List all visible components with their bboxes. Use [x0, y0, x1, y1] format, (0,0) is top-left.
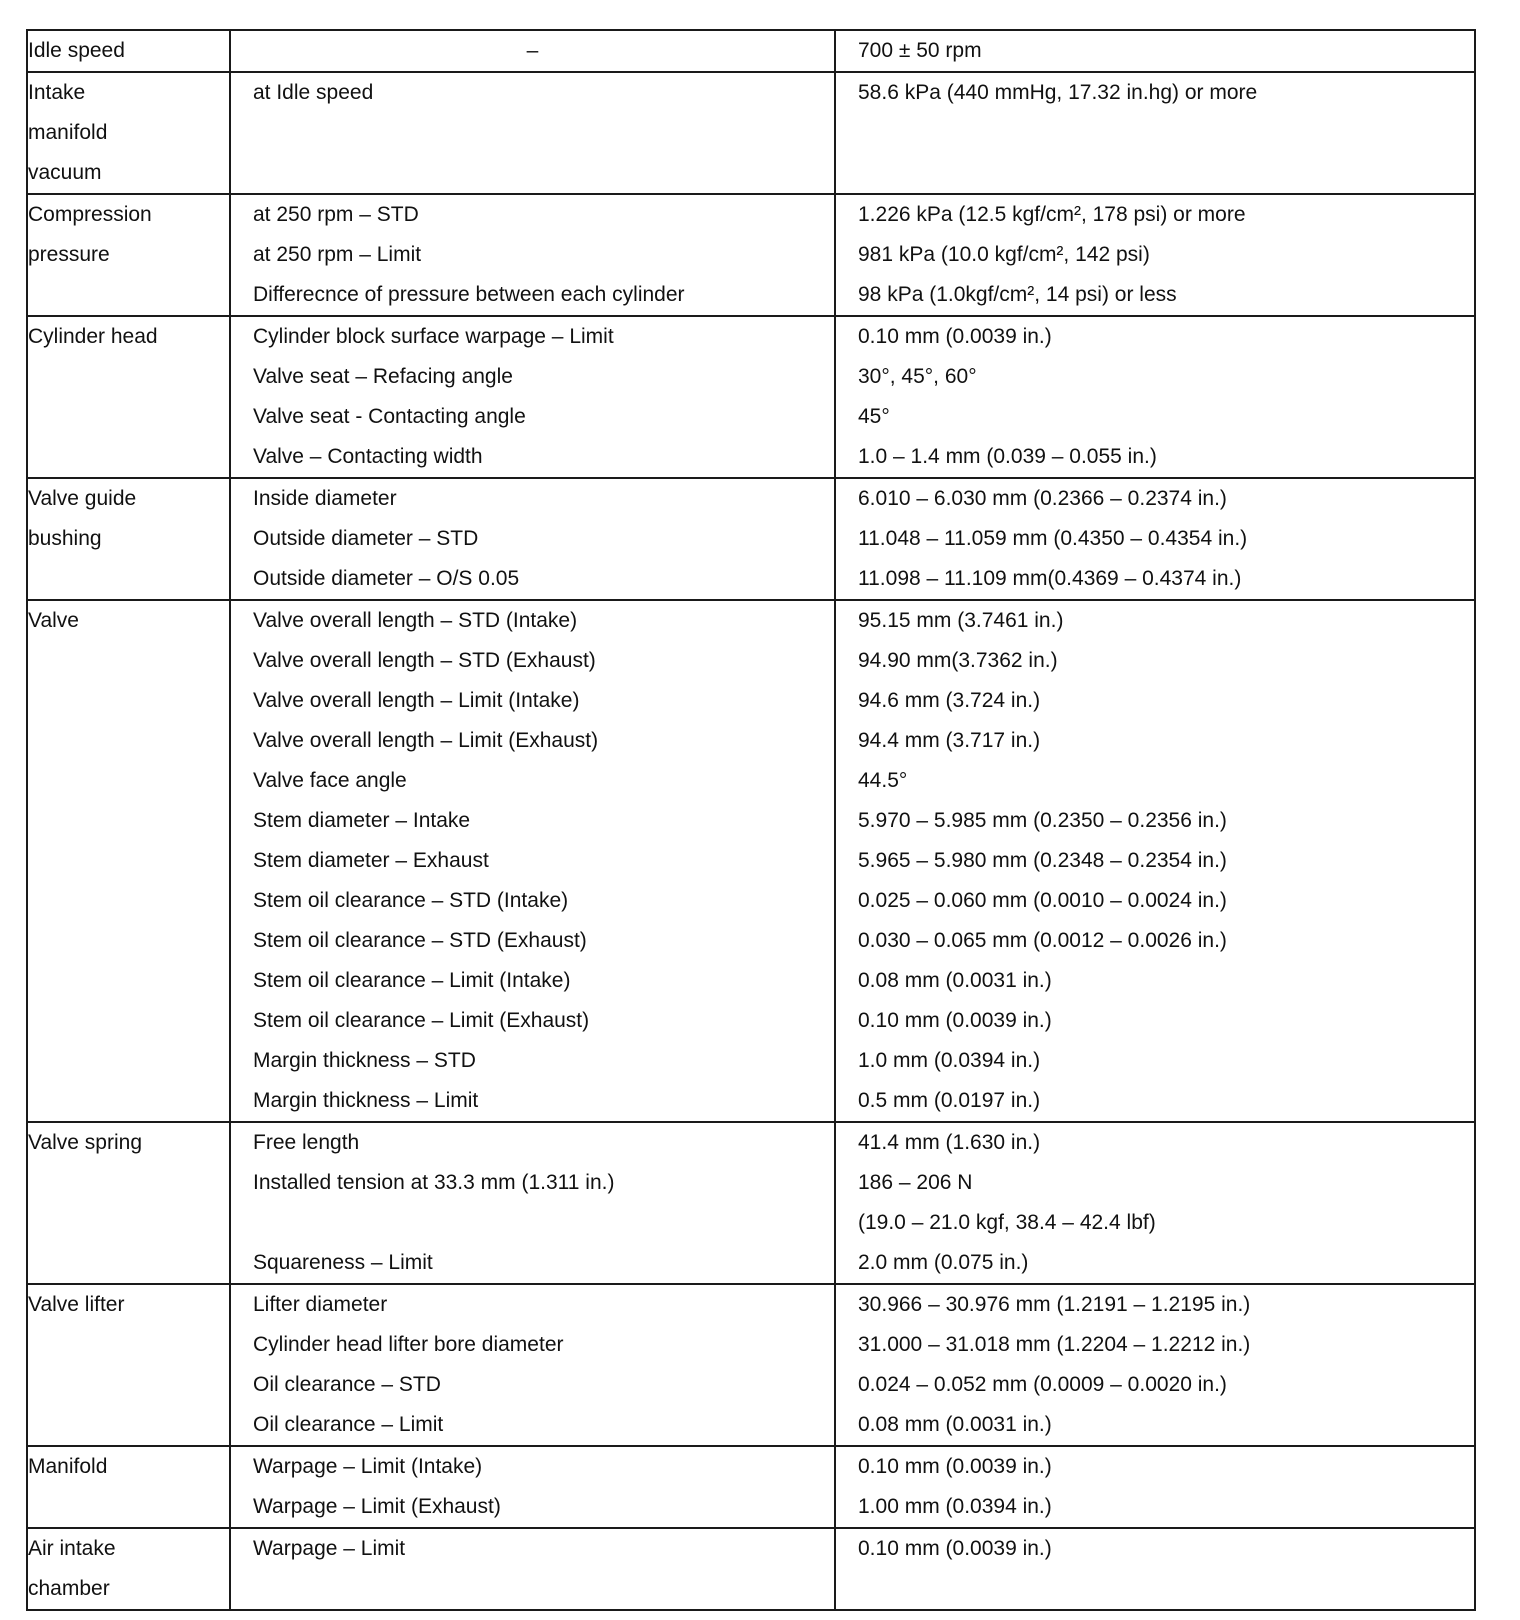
item-label: Lifter diameter	[253, 1293, 388, 1316]
category-cell	[27, 478, 230, 600]
item-label: Valve overall length – STD (Exhaust)	[253, 649, 596, 672]
item-cell	[230, 1284, 835, 1446]
item-label: Stem oil clearance – Limit (Intake)	[253, 969, 571, 992]
item-label	[231, 153, 834, 193]
item-cell	[230, 1446, 835, 1528]
item-label: Cylinder block surface warpage – Limit	[253, 325, 614, 348]
spec-value: 0.08 mm (0.0031 in.)	[858, 1413, 1052, 1436]
category-label-line	[28, 1487, 229, 1527]
spec-value: 0.5 mm (0.0197 in.)	[858, 1089, 1041, 1112]
category-label-line: manifold	[28, 121, 108, 144]
spec-value: 6.010 – 6.030 mm (0.2366 – 0.2374 in.)	[858, 487, 1227, 510]
category-cell	[27, 194, 230, 316]
item-cell	[230, 478, 835, 600]
category-label-line: chamber	[28, 1577, 110, 1600]
item-label: Stem diameter – Intake	[253, 809, 471, 832]
category-cell	[27, 316, 230, 478]
spec-value	[836, 153, 1474, 193]
spec-value: 0.08 mm (0.0031 in.)	[858, 969, 1052, 992]
category-cell	[27, 600, 230, 1122]
item-label: Valve – Contacting width	[253, 445, 483, 468]
category-label-line	[28, 921, 229, 961]
category-label-line	[28, 275, 229, 315]
item-cell	[230, 600, 835, 1122]
item-label: Valve overall length – Limit (Exhaust)	[253, 729, 599, 752]
spec-section-row	[27, 1446, 1475, 1528]
value-cell	[835, 600, 1475, 1122]
item-label: Stem oil clearance – STD (Intake)	[253, 889, 569, 912]
item-label: Squareness – Limit	[253, 1251, 433, 1274]
item-cell	[230, 1122, 835, 1284]
category-label-line	[28, 1163, 229, 1203]
category-label-line	[28, 559, 229, 599]
category-label-line: bushing	[28, 527, 102, 550]
item-label: Stem oil clearance – Limit (Exhaust)	[253, 1009, 590, 1032]
spec-value: 2.0 mm (0.075 in.)	[858, 1251, 1029, 1274]
spec-value: 0.10 mm (0.0039 in.)	[858, 1455, 1052, 1478]
item-cell	[230, 72, 835, 194]
item-label: Valve seat – Refacing angle	[253, 365, 513, 388]
item-label: Oil clearance – STD	[253, 1373, 441, 1396]
category-label-line: Valve lifter	[28, 1293, 125, 1316]
item-label: at 250 rpm – Limit	[253, 243, 422, 266]
spec-section-row	[27, 194, 1475, 316]
spec-value: 95.15 mm (3.7461 in.)	[858, 609, 1064, 632]
item-label: at 250 rpm – STD	[253, 203, 419, 226]
spec-value: 30°, 45°, 60°	[858, 365, 977, 388]
item-label	[231, 1569, 834, 1609]
category-label-line: Valve	[28, 609, 79, 632]
value-cell	[835, 30, 1475, 72]
spec-value: 5.970 – 5.985 mm (0.2350 – 0.2356 in.)	[858, 809, 1227, 832]
category-label-line	[28, 1365, 229, 1405]
item-label: Stem diameter – Exhaust	[253, 849, 489, 872]
spec-section-row	[27, 600, 1475, 1122]
value-cell	[835, 478, 1475, 600]
value-cell	[835, 1528, 1475, 1610]
spec-value: 11.098 – 11.109 mm(0.4369 – 0.4374 in.)	[858, 567, 1242, 590]
spec-value: 0.10 mm (0.0039 in.)	[858, 325, 1052, 348]
spec-value: 30.966 – 30.976 mm (1.2191 – 1.2195 in.)	[858, 1293, 1251, 1316]
item-label: Inside diameter	[253, 487, 397, 510]
category-label-line	[28, 801, 229, 841]
category-label-line	[28, 1325, 229, 1365]
category-label-line	[28, 1081, 229, 1121]
category-cell	[27, 1122, 230, 1284]
spec-value: 1.0 mm (0.0394 in.)	[858, 1049, 1041, 1072]
category-cell	[27, 1528, 230, 1610]
spec-section-row	[27, 316, 1475, 478]
category-label-line	[28, 681, 229, 721]
item-label: Warpage – Limit (Exhaust)	[253, 1495, 501, 1518]
spec-value: 0.025 – 0.060 mm (0.0010 – 0.0024 in.)	[858, 889, 1227, 912]
spec-value: 0.024 – 0.052 mm (0.0009 – 0.0020 in.)	[858, 1373, 1227, 1396]
spec-value: 700 ± 50 rpm	[858, 39, 982, 62]
spec-section-row	[27, 1528, 1475, 1610]
spec-value: 98 kPa (1.0kgf/cm², 14 psi) or less	[858, 283, 1177, 306]
item-label: Warpage – Limit	[253, 1537, 406, 1560]
spec-value: 58.6 kPa (440 mmHg, 17.32 in.hg) or more	[858, 81, 1258, 104]
category-label-line: Valve guide	[28, 487, 137, 510]
category-label-line	[28, 1001, 229, 1041]
category-label-line: Manifold	[28, 1455, 108, 1478]
category-label-line	[28, 881, 229, 921]
category-label-line: Intake	[28, 81, 86, 104]
value-cell	[835, 1446, 1475, 1528]
spec-value: 5.965 – 5.980 mm (0.2348 – 0.2354 in.)	[858, 849, 1227, 872]
item-label: Margin thickness – Limit	[253, 1089, 479, 1112]
value-cell	[835, 72, 1475, 194]
category-label-line	[28, 641, 229, 681]
value-cell	[835, 1284, 1475, 1446]
category-label-line	[28, 761, 229, 801]
category-label-line	[28, 397, 229, 437]
item-label: Outside diameter – O/S 0.05	[253, 567, 520, 590]
spec-section-row	[27, 1122, 1475, 1284]
spec-value: 31.000 – 31.018 mm (1.2204 – 1.2212 in.)	[858, 1333, 1251, 1356]
item-label: Differecnce of pressure between each cylinder	[253, 283, 685, 306]
spec-value: 0.030 – 0.065 mm (0.0012 – 0.0026 in.)	[858, 929, 1227, 952]
category-label-line	[28, 1203, 229, 1243]
item-label: Stem oil clearance – STD (Exhaust)	[253, 929, 587, 952]
item-label: Cylinder head lifter bore diameter	[253, 1333, 564, 1356]
item-label	[231, 113, 834, 153]
category-label-line	[28, 1243, 229, 1283]
item-label: Outside diameter – STD	[253, 527, 479, 550]
spec-table-body	[27, 30, 1475, 1610]
spec-section-row	[27, 72, 1475, 194]
spec-value: 94.90 mm(3.7362 in.)	[858, 649, 1058, 672]
item-cell	[230, 1528, 835, 1610]
category-label-line	[28, 841, 229, 881]
category-label-line	[28, 437, 229, 477]
spec-section-row	[27, 478, 1475, 600]
spec-value: 94.6 mm (3.724 in.)	[858, 689, 1041, 712]
category-label-line: Air intake	[28, 1537, 116, 1560]
item-label: Warpage – Limit (Intake)	[253, 1455, 483, 1478]
category-label-line: Compression	[28, 203, 152, 226]
item-cell	[230, 30, 835, 72]
value-cell	[835, 194, 1475, 316]
spec-value: 44.5°	[858, 769, 908, 792]
spec-value: (19.0 – 21.0 kgf, 38.4 – 42.4 lbf)	[858, 1211, 1156, 1234]
item-cell	[230, 316, 835, 478]
category-label-line: Idle speed	[28, 39, 125, 62]
category-cell	[27, 1284, 230, 1446]
spec-value: 1.226 kPa (12.5 kgf/cm², 178 psi) or more	[858, 203, 1246, 226]
spec-value: 1.00 mm (0.0394 in.)	[858, 1495, 1052, 1518]
spec-value	[836, 1569, 1474, 1609]
spec-value: 45°	[858, 405, 890, 428]
category-label-line	[28, 357, 229, 397]
category-cell	[27, 1446, 230, 1528]
spec-value: 981 kPa (10.0 kgf/cm², 142 psi)	[858, 243, 1150, 266]
category-label-line	[28, 1041, 229, 1081]
item-label: –	[526, 39, 539, 62]
category-label-line: vacuum	[28, 161, 102, 184]
spec-section-row	[27, 1284, 1475, 1446]
item-label: Valve overall length – Limit (Intake)	[253, 689, 580, 712]
category-label-line: Valve spring	[28, 1131, 143, 1154]
item-label: Oil clearance – Limit	[253, 1413, 444, 1436]
category-cell	[27, 72, 230, 194]
item-label: Installed tension at 33.3 mm (1.311 in.)	[253, 1171, 615, 1194]
item-cell	[230, 194, 835, 316]
item-label: Valve overall length – STD (Intake)	[253, 609, 578, 632]
spec-value	[836, 113, 1474, 153]
item-label: Free length	[253, 1131, 360, 1154]
spec-value: 186 – 206 N	[858, 1171, 973, 1194]
category-label-line	[28, 1405, 229, 1445]
spec-value: 0.10 mm (0.0039 in.)	[858, 1537, 1052, 1560]
spec-value: 41.4 mm (1.630 in.)	[858, 1131, 1041, 1154]
spec-section-row	[27, 30, 1475, 72]
item-label: at Idle speed	[253, 81, 374, 104]
item-label: Valve seat - Contacting angle	[253, 405, 526, 428]
spec-value: 1.0 – 1.4 mm (0.039 – 0.055 in.)	[858, 445, 1157, 468]
category-label-line: pressure	[28, 243, 110, 266]
spec-value: 0.10 mm (0.0039 in.)	[858, 1009, 1052, 1032]
item-label: Valve face angle	[253, 769, 407, 792]
category-label-line	[28, 721, 229, 761]
item-label	[231, 1203, 834, 1243]
category-cell	[27, 30, 230, 72]
spec-value: 94.4 mm (3.717 in.)	[858, 729, 1041, 752]
category-label-line: Cylinder head	[28, 325, 158, 348]
spec-table	[26, 29, 1476, 1611]
value-cell	[835, 1122, 1475, 1284]
value-cell	[835, 316, 1475, 478]
spec-value: 11.048 – 11.059 mm (0.4350 – 0.4354 in.)	[858, 527, 1248, 550]
category-label-line	[28, 961, 229, 1001]
item-label: Margin thickness – STD	[253, 1049, 476, 1072]
